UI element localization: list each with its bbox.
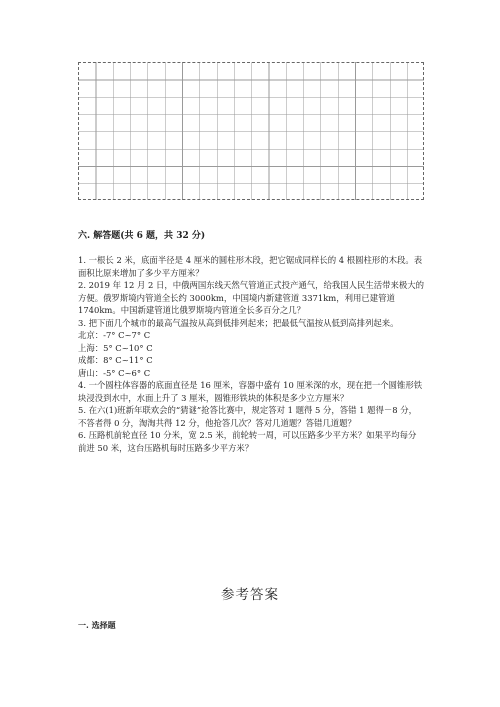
writing-grid <box>78 62 424 200</box>
city-shanghai: 上海：5° C~10° C <box>78 342 153 353</box>
city-chengdu: 成都：8° C~11° C <box>78 355 153 365</box>
city-tangshan: 唐山：-5° C~6° C <box>78 367 151 378</box>
question-5: 5. 在六(1)班新年联欢会的“猜谜”抢答比赛中，规定答对 1 题得 5 分，答错 1 题得－8 分，不答者得 0 分，淘淘共得 12 分，他抢答几次？答对几道题？答错几道题？ <box>78 405 418 428</box>
city-beijing: 北京：-7° C~7° C <box>78 330 151 340</box>
question-4: 4. 一个圆柱体容器的底面直径是 16 厘米，容器中盛有 10 厘米深的水，现在把一个圆锥形铁块浸没到水中，水面上升了 3 厘米，圆锥形铁块的体积是多少立方厘米？ <box>78 380 423 403</box>
answers-subtitle: 一. 选择题 <box>78 620 116 630</box>
question-2: 2. 2019 年 12 月 2 日，中俄两国东线天然气管道正式投产通气，给我国人民生活带来极大的方便。俄罗斯境内管道全长约 3000km，中国境内新建管道 3371km，利用已建管道 1740km。中国新建管道比俄罗斯境内管道全长多百分之几？ <box>78 280 425 315</box>
question-1: 1. 一根长 2 米，底面半径是 4 厘米的圆柱形木段，把它锯成同样长的 4 根圆柱形的木段。表面积比原来增加了多少平方厘米？ <box>78 255 423 278</box>
question-3: 3. 把下面几个城市的最高气温按从高到低排列起来；把最低气温按从低到高排列起来。 <box>78 317 399 328</box>
question-6: 6. 压路机前轮直径 10 分米，宽 2.5 米，前轮转一周，可以压路多少平方米？如果平均每分前进 50 米，这台压路机每时压路多少平方米？ <box>78 430 417 453</box>
answers-title: 参考答案 <box>221 587 279 603</box>
section-title: 六. 解答题(共 6 题，共 32 分) <box>78 231 206 241</box>
questions-block <box>78 254 424 454</box>
